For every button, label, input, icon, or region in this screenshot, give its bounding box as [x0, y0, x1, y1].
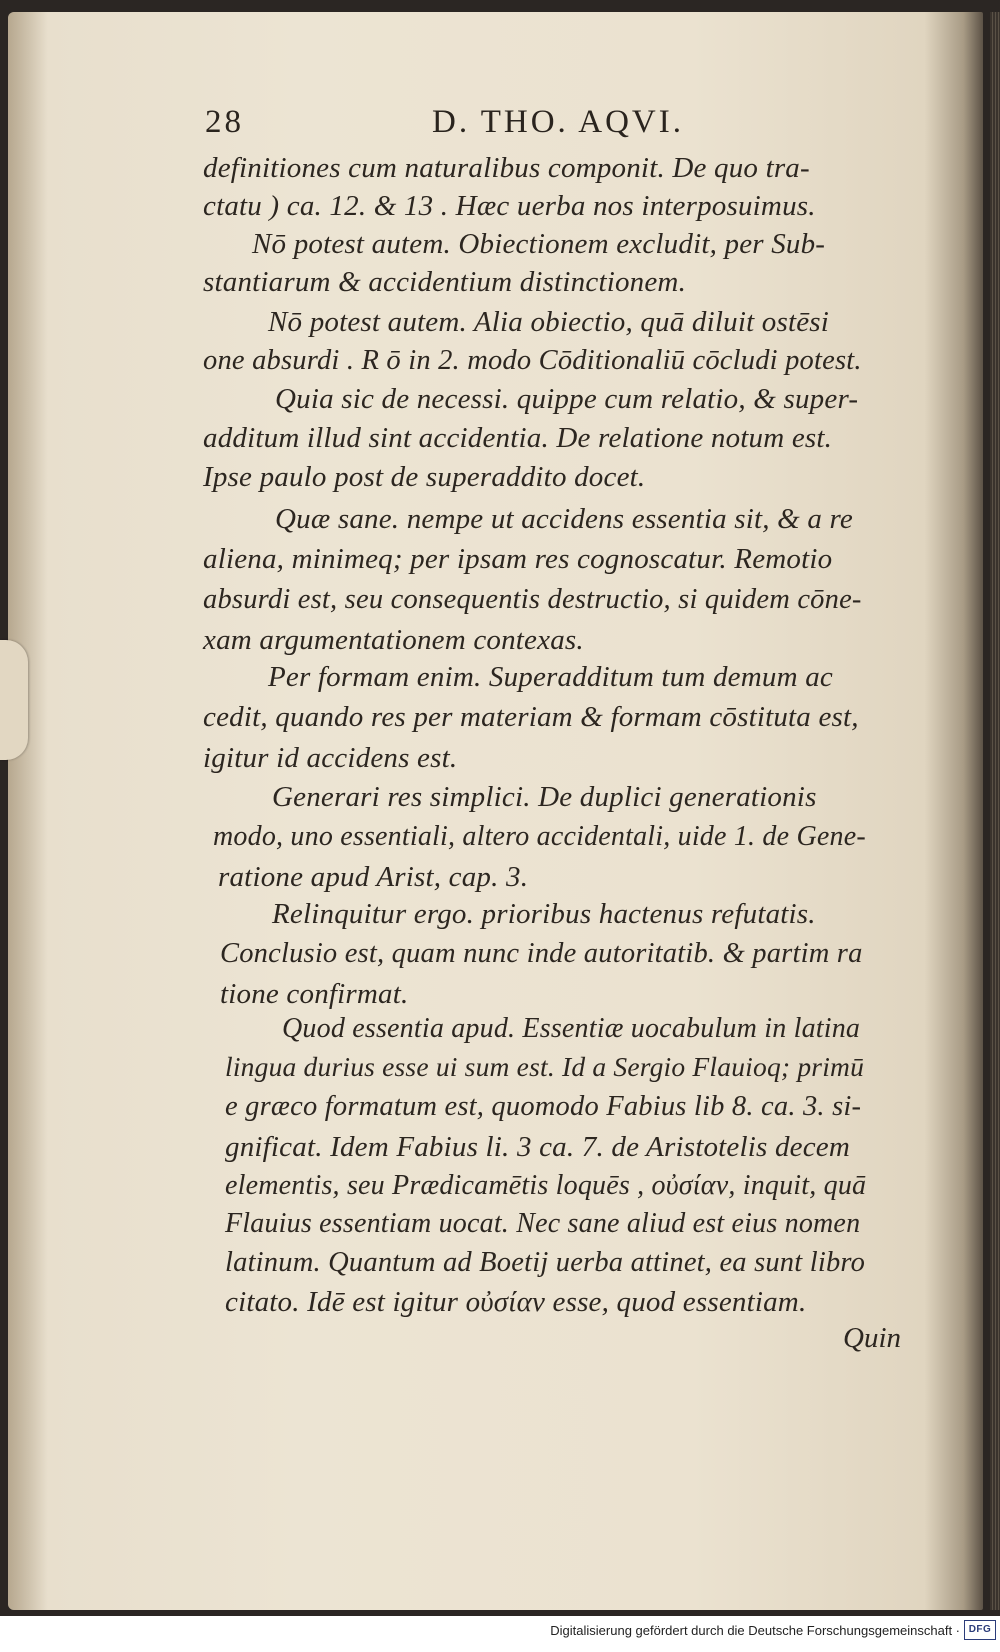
text-line: one absurdi . R ō in 2. modo Cōditionaliū cōcludi potest. — [203, 345, 862, 376]
text-line: e græco formatum est, quomodo Fabius lib 8. ca. 3. si- — [225, 1091, 862, 1122]
text-line: cedit, quando res per materiam & formam cōstituta est, — [203, 701, 859, 733]
running-head: D. THO. AQVI. — [432, 104, 684, 140]
text-line: modo, uno essentiali, altero accidentali, uide 1. de Gene- — [213, 821, 866, 852]
text-line: aliena, minimeq; per ipsam res cognoscatur. Remotio — [203, 543, 833, 575]
text-line: additum illud sint accidentia. De relatione notum est. — [203, 422, 833, 454]
book-page-edges — [990, 12, 1000, 1610]
text-line: latinum. Quantum ad Boetij uerba attinet, ea sunt libro — [225, 1247, 866, 1278]
text-line: xam argumentationem contexas. — [203, 624, 584, 656]
text-line: lingua durius esse ui sum est. Id a Sergio Flauioq; primū — [225, 1051, 865, 1082]
text-line: Quæ sane. nempe ut accidens essentia sit, & a re — [275, 503, 853, 535]
text-line: ratione apud Arist, cap. 3. — [218, 861, 529, 893]
text-line: absurdi est, seu consequentis destructio, si quidem cōne- — [203, 584, 862, 615]
text-line: stantiarum & accidentium distinctionem. — [203, 266, 687, 298]
page-edge-tab — [0, 640, 28, 760]
catchword: Quin — [843, 1322, 901, 1354]
text-line: elementis, seu Prædicamētis loquēs , οὐσίαν, inquit, quā — [225, 1170, 867, 1201]
text-line: Quod essentia apud. Essentiæ uocabulum in latina — [282, 1013, 861, 1044]
text-line: Ipse paulo post de superaddito docet. — [203, 461, 646, 493]
text-line: Nō potest autem. Alia obiectio, quā diluit ostēsi — [268, 306, 830, 338]
text-line: ctatu ) ca. 12. & 13 . Hæc uerba nos interposuimus. — [203, 190, 816, 222]
dfg-logo: DFG — [964, 1620, 996, 1640]
text-line: Conclusio est, quam nunc inde autoritatib. & partim ra — [220, 938, 863, 969]
text-line: gnificat. Idem Fabius li. 3 ca. 7. de Aristotelis decem — [225, 1131, 850, 1163]
text-line: Generari res simplici. De duplici generationis — [272, 781, 817, 813]
text-line: Nō potest autem. Obiectionem excludit, per Sub- — [252, 228, 826, 260]
text-line: definitiones cum naturalibus componit. De quo tra- — [203, 152, 810, 184]
page-number: 28 — [205, 104, 244, 140]
footer-bar — [0, 1616, 1000, 1652]
text-line: Flauius essentiam uocat. Nec sane aliud est eius nomen — [225, 1208, 861, 1239]
text-line: citato. Idē est igitur οὐσίαν esse, quod essentiam. — [225, 1286, 807, 1318]
funding-credit: Digitalisierung gefördert durch die Deutsche Forschungsgemeinschaft · — [550, 1623, 960, 1638]
text-line: igitur id accidens est. — [203, 742, 458, 774]
text-line: Quia sic de necessi. quippe cum relatio, & super- — [275, 383, 859, 415]
text-line: tione confirmat. — [220, 978, 409, 1010]
gutter-shadow — [8, 12, 48, 1610]
text-line: Relinquitur ergo. prioribus hactenus refutatis. — [272, 898, 816, 930]
text-line: Per formam enim. Superadditum tum demum ac — [268, 661, 833, 693]
